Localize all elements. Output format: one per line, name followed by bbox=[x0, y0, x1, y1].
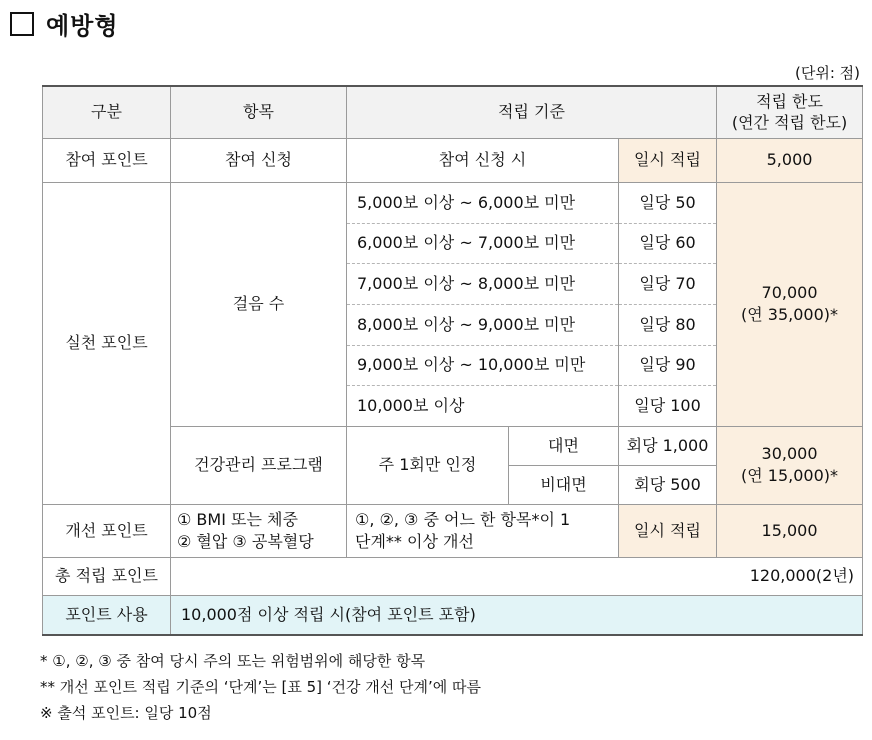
improvement-criteria-line1: ①, ②, ③ 중 어느 한 항목*이 1 bbox=[355, 509, 571, 529]
improvement-row bbox=[43, 504, 863, 557]
steps-range: 10,000보 이상 bbox=[347, 385, 619, 426]
header-row bbox=[43, 86, 863, 138]
improvement-criteria-line2: 단계** 이상 개선 bbox=[355, 531, 474, 551]
header-category: 구분 bbox=[43, 86, 171, 138]
steps-earn: 일당 50 bbox=[619, 182, 717, 223]
page-title bbox=[10, 6, 119, 41]
participation-category: 참여 포인트 bbox=[43, 138, 171, 182]
participation-criteria: 참여 신청 시 bbox=[347, 138, 619, 182]
header-criteria: 적립 기준 bbox=[347, 86, 717, 138]
steps-range: 8,000보 이상 ~ 9,000보 미만 bbox=[347, 304, 619, 345]
page-title-text: 예방형 bbox=[46, 12, 119, 40]
improvement-category: 개선 포인트 bbox=[43, 504, 171, 557]
participation-earn: 일시 적립 bbox=[619, 138, 717, 182]
footnote: ※ 출석 포인트: 일당 10점 bbox=[40, 704, 212, 722]
steps-earn: 일당 90 bbox=[619, 345, 717, 385]
footnotes bbox=[40, 648, 481, 726]
practice-category: 실천 포인트 bbox=[43, 182, 171, 504]
usage-label: 포인트 사용 bbox=[43, 595, 171, 635]
improvement-item-line2: ② 혈압 ③ 공복혈당 bbox=[177, 531, 314, 551]
improvement-item bbox=[171, 504, 347, 557]
footnote: ** 개선 포인트 적립 기준의 ‘단계’는 [표 5] ‘건강 개선 단계’에 따름 bbox=[40, 678, 482, 696]
participation-item: 참여 신청 bbox=[171, 138, 347, 182]
steps-earn: 일당 60 bbox=[619, 223, 717, 263]
usage-value: 10,000점 이상 적립 시(참여 포인트 포함) bbox=[171, 595, 863, 635]
steps-range: 7,000보 이상 ~ 8,000보 미만 bbox=[347, 263, 619, 304]
improvement-limit: 15,000 bbox=[717, 504, 863, 557]
steps-earn: 일당 80 bbox=[619, 304, 717, 345]
improvement-earn: 일시 적립 bbox=[619, 504, 717, 557]
improvement-criteria bbox=[347, 504, 619, 557]
steps-earn: 일당 100 bbox=[619, 385, 717, 426]
steps-earn: 일당 70 bbox=[619, 263, 717, 304]
steps-range: 5,000보 이상 ~ 6,000보 미만 bbox=[347, 182, 619, 223]
program-criteria: 주 1회만 인정 bbox=[347, 426, 509, 504]
steps-limit-line2: (연 35,000)* bbox=[741, 305, 839, 324]
steps-limit-line1: 70,000 bbox=[761, 283, 818, 303]
steps-range: 9,000보 이상 ~ 10,000보 미만 bbox=[347, 345, 619, 385]
steps-item: 걸음 수 bbox=[171, 182, 347, 426]
program-mode: 비대면 bbox=[509, 465, 619, 504]
header-item: 항목 bbox=[171, 86, 347, 138]
program-limit-line2: (연 15,000)* bbox=[741, 466, 839, 485]
program-limit-line1: 30,000 bbox=[761, 444, 818, 464]
total-row bbox=[43, 557, 863, 595]
point-table bbox=[42, 85, 863, 636]
steps-row bbox=[43, 182, 863, 223]
steps-limit bbox=[717, 182, 863, 426]
program-item: 건강관리 프로그램 bbox=[171, 426, 347, 504]
total-value: 120,000(2년) bbox=[171, 557, 863, 595]
header-limit-line1: 적립 한도 bbox=[756, 91, 823, 111]
program-mode: 대면 bbox=[509, 426, 619, 465]
improvement-item-line1: ① BMI 또는 체중 bbox=[177, 509, 298, 529]
usage-row bbox=[43, 595, 863, 635]
program-earn: 회당 500 bbox=[619, 465, 717, 504]
header-limit bbox=[717, 86, 863, 138]
program-earn: 회당 1,000 bbox=[619, 426, 717, 465]
steps-range: 6,000보 이상 ~ 7,000보 미만 bbox=[347, 223, 619, 263]
participation-limit: 5,000 bbox=[717, 138, 863, 182]
checkbox-square-icon bbox=[10, 12, 34, 36]
total-label: 총 적립 포인트 bbox=[43, 557, 171, 595]
unit-note: (단위: 점) bbox=[795, 64, 860, 82]
footnote: * ①, ②, ③ 중 참여 당시 주의 또는 위험범위에 해당한 항목 bbox=[40, 652, 426, 670]
program-limit bbox=[717, 426, 863, 504]
participation-row bbox=[43, 138, 863, 182]
header-limit-line2: (연간 적립 한도) bbox=[731, 113, 848, 133]
